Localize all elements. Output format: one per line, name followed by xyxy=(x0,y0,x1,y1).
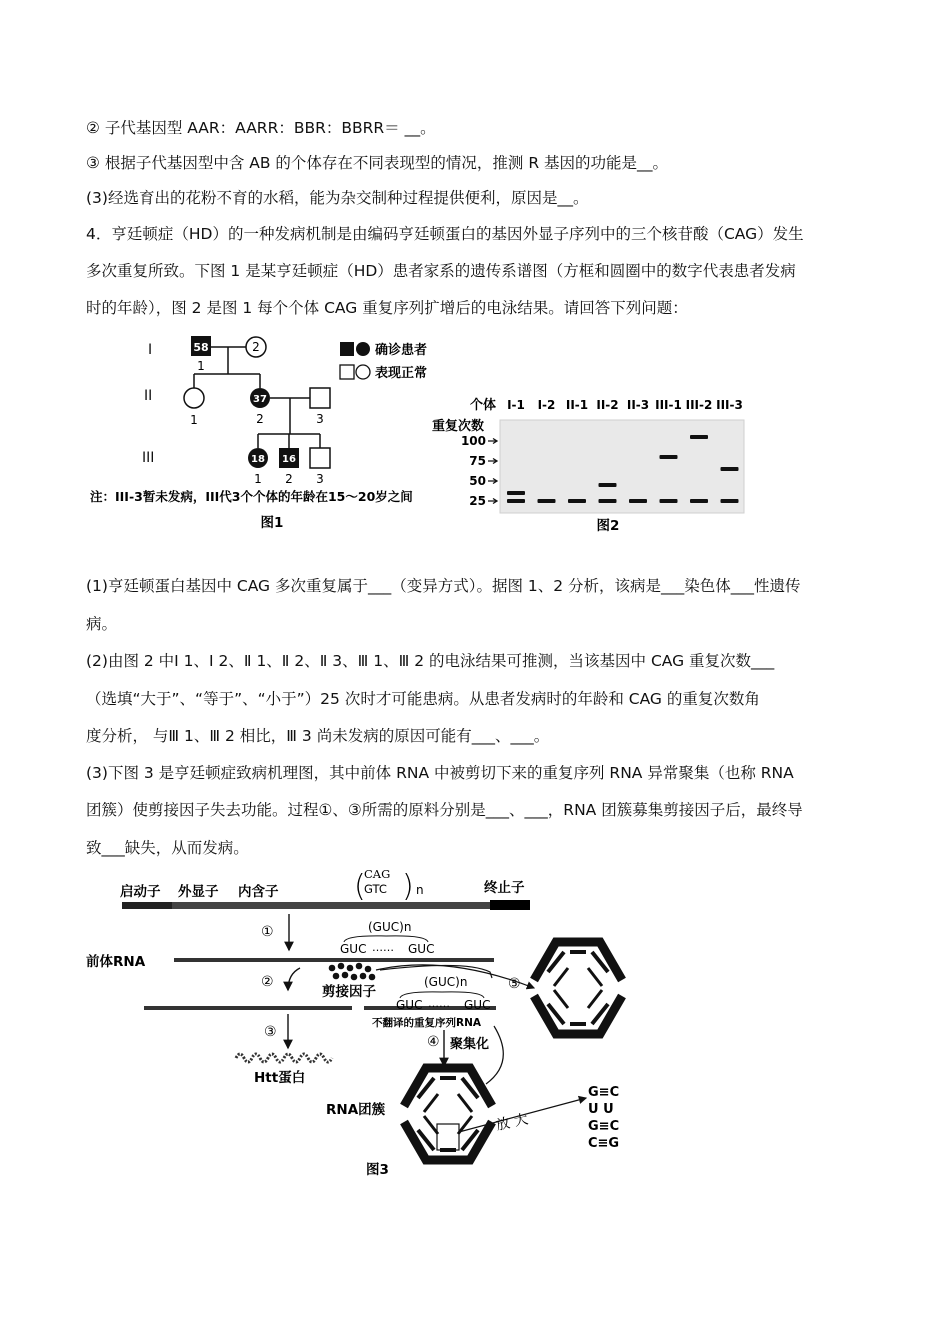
gel-band xyxy=(690,435,708,439)
mechanism-figure xyxy=(86,862,646,1182)
II3-normal-male xyxy=(310,388,330,408)
III1-number: 1 xyxy=(254,472,262,486)
legend-normal-square xyxy=(340,365,354,379)
gel-lane-label: I-1 xyxy=(507,398,525,412)
gene-bar xyxy=(122,902,528,909)
repeat-n: n xyxy=(416,883,424,897)
guc-n-top: (GUC)n xyxy=(368,920,412,934)
gel-lane-label: II-2 xyxy=(596,398,619,412)
gel-band xyxy=(599,483,617,487)
text-line-2: ③ 根据子代基因型中含 AB 的个体存在不同表现型的情况，推测 R 基因的功能是__。 xyxy=(86,154,669,172)
svg-text:G≡C: G≡C xyxy=(588,1085,620,1100)
gel-band xyxy=(507,499,525,503)
gel-band xyxy=(599,499,617,503)
guc-left-top: GUC xyxy=(340,942,367,956)
guc-right-bottom: GUC xyxy=(464,998,491,1012)
text-line-4: 4．亨廷顿症（HD）的一种发病机制是由编码亨廷顿蛋白的基因外显子序列中的三个核苷酸（CAG）发生 xyxy=(86,225,804,243)
gel-marker-arrow xyxy=(488,459,497,464)
gen-label-II: II xyxy=(144,388,153,404)
aggregate-label: 聚集化 xyxy=(450,1037,490,1052)
gel-background xyxy=(500,420,744,513)
step2-arrow xyxy=(288,968,300,990)
htt-protein-label: Htt蛋白 xyxy=(254,1070,306,1086)
svg-text:C≡G: C≡G xyxy=(588,1136,620,1151)
III3-normal-male xyxy=(310,448,330,468)
guc-right-top: GUC xyxy=(408,942,435,956)
II1-normal-female xyxy=(184,388,204,408)
svg-text:U U: U U xyxy=(588,1102,614,1117)
rna-cluster-with-splice-factor xyxy=(534,942,622,1034)
text-line-11: 度分析， 与Ⅲ 1、Ⅲ 2 相比，Ⅲ 3 尚未发病的原因可能有___、___。 xyxy=(86,727,550,745)
III3-number: 3 xyxy=(316,472,324,486)
promoter-label: 启动子 xyxy=(120,884,161,900)
III2-number: 2 xyxy=(285,472,293,486)
gel-band xyxy=(660,455,678,459)
I1-number: 1 xyxy=(197,359,205,373)
repeat-open-paren: ( xyxy=(354,869,366,904)
electrophoresis-figure xyxy=(428,390,758,540)
repeat-cag: CAG xyxy=(364,867,391,881)
guc-left-bottom: GUC xyxy=(396,998,423,1012)
base-pairs xyxy=(588,1085,619,1151)
text-line-3: (3)经选育出的花粉不育的水稻，能为杂交制种过程提供便利，原因是__。 xyxy=(86,189,589,207)
gel-lane-label: II-3 xyxy=(626,398,650,412)
gel-lane-label: III-1 xyxy=(655,398,682,412)
legend-affected-circle xyxy=(356,342,370,356)
promoter-segment xyxy=(122,902,172,909)
gel-header-label: 个体 xyxy=(470,398,497,413)
figure3-caption: 图3 xyxy=(366,1162,389,1178)
guc-dots-bottom: …… xyxy=(428,997,450,1010)
gel-marker-label: 50 xyxy=(469,474,486,488)
gel-band xyxy=(507,491,525,495)
II2-age: 37 xyxy=(253,394,267,405)
guc-dots-top: …… xyxy=(372,941,394,954)
repeat-gtc: GTC xyxy=(364,882,387,896)
legend-affected-label: 确诊患者 xyxy=(375,343,428,358)
rna-cluster-label: RNA团簇 xyxy=(326,1102,386,1118)
gel-ylabel: 重复次数 xyxy=(432,419,485,434)
text-line-10: （选填“大于”、“等于”、“小于”）25 次时才可能患病。从患者发病时的年龄和 CAG 的重复次数角 xyxy=(86,690,760,708)
terminator-label: 终止子 xyxy=(484,880,525,896)
gel-band xyxy=(538,499,556,503)
text-line-7: (1)亨廷顿蛋白基因中 CAG 多次重复属于___（变异方式）。据图 1、2 分析，该病是___染色体___性遗传 xyxy=(86,577,801,595)
gel-band xyxy=(660,499,678,503)
rna-cluster xyxy=(404,1068,492,1160)
step3-label: ③ xyxy=(264,1024,277,1040)
repeat-close-paren: ) xyxy=(402,869,414,904)
I1-age: 58 xyxy=(193,341,209,354)
gel-band xyxy=(690,499,708,503)
gel-marker-arrow xyxy=(488,439,497,444)
text-line-14: 致___缺失，从而发病。 xyxy=(86,839,249,857)
step1-label: ① xyxy=(261,924,274,940)
legend-normal-label: 表现正常 xyxy=(375,366,428,381)
magnify-box xyxy=(437,1124,459,1150)
step5-label: ⑤ xyxy=(508,976,521,992)
gel-lane-label: III-2 xyxy=(685,398,713,412)
gel-band xyxy=(721,499,739,503)
intron-label: 内含子 xyxy=(238,884,279,900)
text-line-5: 多次重复所致。下图 1 是某亨廷顿症（HD）患者家系的遗传系谱图（方框和圆圈中的数字代表患者发病 xyxy=(86,262,796,280)
pedigree-note: 注：III-3暂未发病，III代3个个体的年龄在15～20岁之间 xyxy=(90,489,413,504)
legend-normal-circle xyxy=(356,365,370,379)
gen-label-I: I xyxy=(148,342,153,358)
htt-protein-coil xyxy=(236,1054,332,1062)
text-line-13: 团簇）使剪接因子失去功能。过程①、③所需的原料分别是___、___，RNA 团簇募集剪接因子后，最终导 xyxy=(86,801,803,819)
I2-number: 2 xyxy=(252,340,260,354)
text-line-8: 病。 xyxy=(86,615,118,633)
III1-age: 18 xyxy=(251,454,265,465)
guc-n-bottom: (GUC)n xyxy=(424,975,468,989)
II3-number: 3 xyxy=(316,412,324,426)
svg-text:G≡C: G≡C xyxy=(588,1119,620,1134)
terminator-segment xyxy=(490,900,530,910)
gel-lane-label: III-3 xyxy=(716,398,743,412)
text-line-12: (3)下图 3 是亨廷顿症致病机理图，其中前体 RNA 中被剪切下来的重复序列 RNA 异常聚集（也称 RNA xyxy=(86,764,794,782)
legend-affected-square xyxy=(340,342,354,356)
gel-marker-label: 100 xyxy=(460,434,486,448)
splice-factor-dots xyxy=(329,963,376,981)
pedigree-figure xyxy=(86,330,466,540)
cluster-link-line xyxy=(486,1026,503,1084)
gel-marker-arrow xyxy=(488,499,497,504)
gel-band xyxy=(629,499,647,503)
gen-label-III: III xyxy=(142,450,155,466)
splice-factor-label: 剪接因子 xyxy=(322,984,376,1000)
pre-rna-bar xyxy=(174,958,494,962)
figure2-caption: 图2 xyxy=(596,518,620,534)
gel-marker-arrow xyxy=(488,479,497,484)
gel-lane-label: I-2 xyxy=(537,398,556,412)
text-line-9: (2)由图 2 中Ⅰ 1、Ⅰ 2、Ⅱ 1、Ⅱ 2、Ⅱ 3、Ⅲ 1、Ⅲ 2 的电泳结果可推测，当该基因中 CAG 重复次数___ xyxy=(86,652,775,670)
gel-band xyxy=(568,499,586,503)
gel-band xyxy=(721,467,739,471)
untranslated-repeat-label: 不翻译的重复序列RNA xyxy=(372,1017,481,1029)
pre-rna-label: 前体RNA xyxy=(86,954,146,970)
III2-age: 16 xyxy=(282,454,296,465)
figure1-caption: 图1 xyxy=(260,515,284,531)
text-line-6: 时的年龄），图 2 是图 1 每个个体 CAG 重复序列扩增后的电泳结果。请回答下列问题： xyxy=(86,299,688,317)
II1-number: 1 xyxy=(190,413,198,427)
text-line-1: ② 子代基因型 AAR：AARR：BBR：BBRR＝ __。 xyxy=(86,119,436,137)
step2-label: ② xyxy=(261,974,274,990)
gel-marker-label: 75 xyxy=(469,454,486,468)
II2-number: 2 xyxy=(256,412,264,426)
gel-marker-label: 25 xyxy=(469,494,486,508)
magnify-label: 放 大 xyxy=(494,1111,530,1134)
step4-label: ④ xyxy=(427,1034,440,1050)
spliced-rna-left xyxy=(144,1006,352,1010)
gel-lane-label: II-1 xyxy=(565,398,589,412)
exon-label: 外显子 xyxy=(178,884,219,900)
